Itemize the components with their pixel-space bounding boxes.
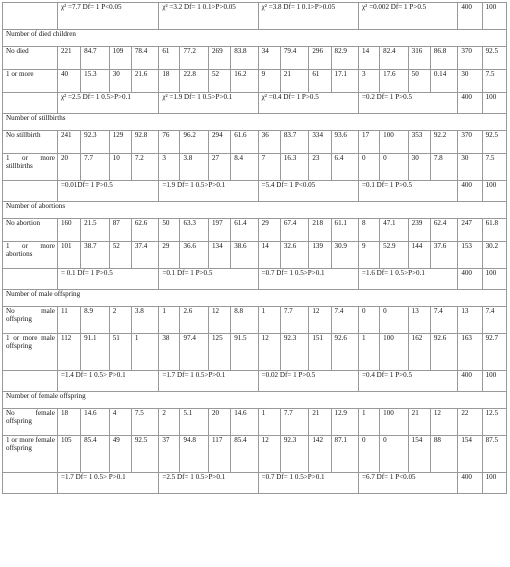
table-cell: 62.4 bbox=[430, 219, 457, 242]
total-cell: 100 bbox=[482, 269, 506, 290]
table-cell: 38.7 bbox=[81, 242, 110, 269]
table-cell: 7.5 bbox=[482, 70, 506, 93]
table-cell: 269 bbox=[209, 47, 231, 70]
chi-square-cell: =0.1 Df= 1 P>0.5 bbox=[159, 269, 258, 290]
table-cell: 353 bbox=[408, 131, 430, 154]
section-title: Number of stillbirths bbox=[3, 114, 507, 131]
table-cell: 52.9 bbox=[380, 242, 409, 269]
table-cell: 7 bbox=[258, 154, 280, 181]
table-cell: 92.3 bbox=[81, 131, 110, 154]
table-cell: 112 bbox=[57, 334, 80, 371]
table-cell: 100 bbox=[380, 131, 409, 154]
table-cell: 91.5 bbox=[231, 334, 258, 371]
table-cell: 247 bbox=[458, 219, 482, 242]
table-cell: 92.2 bbox=[430, 131, 457, 154]
chi-square-row bbox=[3, 473, 507, 494]
table-cell: 0 bbox=[359, 154, 380, 181]
table-cell: 17.6 bbox=[380, 70, 409, 93]
table-cell: 96.2 bbox=[180, 131, 209, 154]
table-cell: 27 bbox=[209, 154, 231, 181]
chi-square-cell: =2.5 Df= 1 0.5>P>0.1 bbox=[159, 473, 258, 494]
table-cell: 9 bbox=[258, 70, 280, 93]
table-cell: 125 bbox=[209, 334, 231, 371]
table-cell: 32.6 bbox=[280, 242, 309, 269]
chi-square-cell: χ² =0.4 Df= 1 P>0.5 bbox=[258, 93, 358, 114]
table-cell: 92.6 bbox=[331, 334, 358, 371]
table-cell: 92.3 bbox=[280, 436, 309, 473]
empty-cell bbox=[3, 181, 58, 202]
table-cell: 87.5 bbox=[482, 436, 506, 473]
table-cell: 153 bbox=[458, 242, 482, 269]
table-cell: 8.4 bbox=[231, 154, 258, 181]
table-cell: 1 bbox=[258, 307, 280, 334]
table-cell: 30 bbox=[458, 70, 482, 93]
table-cell: 294 bbox=[209, 131, 231, 154]
chi-square-row bbox=[3, 269, 507, 290]
table-cell: 0 bbox=[380, 154, 409, 181]
table-cell: 63.3 bbox=[180, 219, 209, 242]
section-header-row bbox=[3, 392, 507, 409]
table-cell: 15.3 bbox=[81, 70, 110, 93]
table-cell: 134 bbox=[209, 242, 231, 269]
table-cell: 3.8 bbox=[131, 307, 158, 334]
table-cell: 21 bbox=[280, 70, 309, 93]
table-cell: 61 bbox=[159, 47, 180, 70]
chi-square-cell: =1.7 Df= 1 0.5>P>0.1 bbox=[159, 371, 258, 392]
table-cell: 37.4 bbox=[131, 242, 158, 269]
table-cell: 11 bbox=[57, 307, 80, 334]
table-row bbox=[3, 334, 507, 371]
table-cell: 49 bbox=[109, 436, 131, 473]
chi-square-cell: χ² =1.9 Df= 1 0.5>P>0.1 bbox=[159, 93, 258, 114]
table-cell: 40 bbox=[57, 70, 80, 93]
table-cell: 1 bbox=[159, 307, 180, 334]
table-cell: 20 bbox=[209, 409, 231, 436]
table-cell: 77.2 bbox=[180, 47, 209, 70]
table-cell: 62.6 bbox=[131, 219, 158, 242]
table-cell: 92.5 bbox=[131, 436, 158, 473]
table-cell: 92.5 bbox=[482, 131, 506, 154]
table-cell: 37.6 bbox=[430, 242, 457, 269]
table-cell: 142 bbox=[309, 436, 331, 473]
table-cell: 0 bbox=[380, 436, 409, 473]
empty-cell bbox=[3, 93, 58, 114]
table-cell: 37 bbox=[159, 436, 180, 473]
table-cell: 47.1 bbox=[380, 219, 409, 242]
table-cell: 12 bbox=[258, 334, 280, 371]
table-cell: 82.4 bbox=[380, 47, 409, 70]
table-cell: 117 bbox=[209, 436, 231, 473]
table-cell: 221 bbox=[57, 47, 80, 70]
total-cell: 400 bbox=[458, 473, 482, 494]
chi-square-cell: =0.01Df= 1 P>0.5 bbox=[57, 181, 158, 202]
table-cell: 13 bbox=[408, 307, 430, 334]
table-cell: 8.8 bbox=[231, 307, 258, 334]
table-cell: 21 bbox=[309, 409, 331, 436]
table-cell: 105 bbox=[57, 436, 80, 473]
section-title: Number of died children bbox=[3, 30, 507, 47]
table-cell: 7.5 bbox=[131, 409, 158, 436]
table-cell: 97.4 bbox=[180, 334, 209, 371]
section-header-row bbox=[3, 30, 507, 47]
table-cell: 36 bbox=[258, 131, 280, 154]
chi-square-cell: =0.4 Df= 1 P>0.5 bbox=[359, 371, 458, 392]
table-row bbox=[3, 154, 507, 181]
chi-square-cell: χ² =2.5 Df= 1 0.5>P>0.1 bbox=[57, 93, 158, 114]
table-cell: 7.2 bbox=[131, 154, 158, 181]
total-cell: 100 bbox=[482, 371, 506, 392]
table-cell: 154 bbox=[408, 436, 430, 473]
table-cell: 52 bbox=[209, 70, 231, 93]
chi-square-cell: χ² =0.002 Df= 1 P>0.5 bbox=[359, 3, 458, 30]
table-cell: 12 bbox=[430, 409, 457, 436]
table-cell: 12.5 bbox=[482, 409, 506, 436]
table-cell: 17 bbox=[359, 131, 380, 154]
table-cell: 7.8 bbox=[430, 154, 457, 181]
table-cell: 12.9 bbox=[331, 409, 358, 436]
offspring-statistics-table bbox=[2, 2, 507, 494]
chi-square-cell: χ² =3.8 Df= 1 0.1>P>0.05 bbox=[258, 3, 358, 30]
table-cell: 92.7 bbox=[482, 334, 506, 371]
table-row bbox=[3, 307, 507, 334]
table-cell: 88 bbox=[430, 436, 457, 473]
chi-square-cell: =0.7 Df= 1 0.5>P>0.1 bbox=[258, 473, 358, 494]
row-label: 1 or more bbox=[3, 70, 58, 93]
table-cell: 82.9 bbox=[331, 47, 358, 70]
total-cell: 100 bbox=[482, 93, 506, 114]
table-cell: 1 bbox=[359, 334, 380, 371]
table-cell: 30 bbox=[109, 70, 131, 93]
table-cell: 51 bbox=[109, 334, 131, 371]
table-cell: 100 bbox=[380, 334, 409, 371]
table-cell: 7.4 bbox=[331, 307, 358, 334]
row-label: 1 or more stillbirths bbox=[3, 154, 58, 181]
table-row bbox=[3, 436, 507, 473]
table-cell: 7.4 bbox=[430, 307, 457, 334]
table-cell: 50 bbox=[408, 70, 430, 93]
table-cell: 10 bbox=[109, 154, 131, 181]
table-cell: 3 bbox=[159, 154, 180, 181]
table-cell: 129 bbox=[109, 131, 131, 154]
chi-square-cell: =1.7 Df= 1 0.5> P>0.1 bbox=[57, 473, 158, 494]
table-cell: 154 bbox=[458, 436, 482, 473]
empty-cell bbox=[3, 371, 58, 392]
table-cell: 370 bbox=[458, 131, 482, 154]
chi-square-cell: =6.7 Df= 1 P<0.05 bbox=[359, 473, 458, 494]
table-cell: 17.1 bbox=[331, 70, 358, 93]
table-cell: 61.6 bbox=[231, 131, 258, 154]
table-row bbox=[3, 70, 507, 93]
table-cell: 50 bbox=[159, 219, 180, 242]
chi-square-row bbox=[3, 181, 507, 202]
table-cell: 12 bbox=[209, 307, 231, 334]
table-cell: 7.7 bbox=[280, 307, 309, 334]
table-cell: 29 bbox=[159, 242, 180, 269]
table-cell: 21.5 bbox=[81, 219, 110, 242]
chi-square-cell: =0.7 Df= 1 0.5>P>0.1 bbox=[258, 269, 358, 290]
table-cell: 7.4 bbox=[482, 307, 506, 334]
table-cell: 20 bbox=[57, 154, 80, 181]
chi-square-cell: =5.4 Df= 1 P<0.05 bbox=[258, 181, 358, 202]
table-cell: 83.8 bbox=[231, 47, 258, 70]
table-cell: 76 bbox=[159, 131, 180, 154]
chi-square-cell: =1.4 Df= 1 0.5> P>0.1 bbox=[57, 371, 158, 392]
table-cell: 1 bbox=[131, 334, 158, 371]
table-cell: 2.6 bbox=[180, 307, 209, 334]
table-row bbox=[3, 131, 507, 154]
table-cell: 83.7 bbox=[280, 131, 309, 154]
total-cell: 400 bbox=[458, 371, 482, 392]
table-cell: 2 bbox=[109, 307, 131, 334]
table-cell: 144 bbox=[408, 242, 430, 269]
table-cell: 92.3 bbox=[280, 334, 309, 371]
table-cell: 93.6 bbox=[331, 131, 358, 154]
table-cell: 6.4 bbox=[331, 154, 358, 181]
table-cell: 16.2 bbox=[231, 70, 258, 93]
table-cell: 316 bbox=[408, 47, 430, 70]
table-cell: 100 bbox=[380, 409, 409, 436]
table-cell: 14.6 bbox=[231, 409, 258, 436]
total-cell: 100 bbox=[482, 181, 506, 202]
chi-square-row bbox=[3, 93, 507, 114]
table-cell: 197 bbox=[209, 219, 231, 242]
table-cell: 0.14 bbox=[430, 70, 457, 93]
section-title: Number of female offspring bbox=[3, 392, 507, 409]
table-cell: 241 bbox=[57, 131, 80, 154]
table-cell: 18 bbox=[159, 70, 180, 93]
table-cell: 61 bbox=[309, 70, 331, 93]
chi-square-cell: χ² =7.7 Df= 1 P<0.05 bbox=[57, 3, 158, 30]
table-cell: 14 bbox=[359, 47, 380, 70]
table-cell: 61.8 bbox=[482, 219, 506, 242]
total-cell: 400 bbox=[458, 3, 482, 30]
table-cell: 78.4 bbox=[131, 47, 158, 70]
table-cell: 30.2 bbox=[482, 242, 506, 269]
table-cell: 13 bbox=[458, 307, 482, 334]
table-cell: 30.9 bbox=[331, 242, 358, 269]
table-cell: 87 bbox=[109, 219, 131, 242]
total-cell: 400 bbox=[458, 181, 482, 202]
table-cell: 38 bbox=[159, 334, 180, 371]
row-label: 1 or more male offspring bbox=[3, 334, 58, 371]
total-cell: 100 bbox=[482, 3, 506, 30]
table-cell: 21.6 bbox=[131, 70, 158, 93]
table-cell: 3 bbox=[359, 70, 380, 93]
total-cell: 400 bbox=[458, 269, 482, 290]
empty-cell bbox=[3, 3, 58, 30]
table-cell: 87.1 bbox=[331, 436, 358, 473]
table-cell: 370 bbox=[458, 47, 482, 70]
table-cell: 30 bbox=[408, 154, 430, 181]
row-label: No male offspring bbox=[3, 307, 58, 334]
table-cell: 85.4 bbox=[81, 436, 110, 473]
table-cell: 218 bbox=[309, 219, 331, 242]
table-cell: 101 bbox=[57, 242, 80, 269]
table-cell: 8.9 bbox=[81, 307, 110, 334]
table-cell: 151 bbox=[309, 334, 331, 371]
table-cell: 86.8 bbox=[430, 47, 457, 70]
table-cell: 7.7 bbox=[280, 409, 309, 436]
chi-square-cell: =0.1 Df= 1 P>0.5 bbox=[359, 181, 458, 202]
table-cell: 139 bbox=[309, 242, 331, 269]
table-cell: 52 bbox=[109, 242, 131, 269]
row-label: No abortion bbox=[3, 219, 58, 242]
chi-square-cell: =0.2 Df= 1 P>0.5 bbox=[359, 93, 458, 114]
chi-square-row bbox=[3, 371, 507, 392]
chi-square-cell: =1.6 Df= 1 0.5>P>0.1 bbox=[359, 269, 458, 290]
table-cell: 163 bbox=[458, 334, 482, 371]
chi-square-cell: =1.9 Df= 1 0.5>P>0.1 bbox=[159, 181, 258, 202]
section-header-row bbox=[3, 114, 507, 131]
chi-square-cell: χ² =3.2 Df= 1 0.1>P>0.05 bbox=[159, 3, 258, 30]
table-row bbox=[3, 219, 507, 242]
table-row bbox=[3, 409, 507, 436]
section-header-row bbox=[3, 290, 507, 307]
section-title: Number of abortions bbox=[3, 202, 507, 219]
table-cell: 84.7 bbox=[81, 47, 110, 70]
table-cell: 334 bbox=[309, 131, 331, 154]
table-cell: 160 bbox=[57, 219, 80, 242]
table-cell: 0 bbox=[359, 436, 380, 473]
table-cell: 12 bbox=[309, 307, 331, 334]
table-cell: 0 bbox=[359, 307, 380, 334]
table-cell: 18 bbox=[57, 409, 80, 436]
row-label: No stillbirth bbox=[3, 131, 58, 154]
chi-square-row bbox=[3, 3, 507, 30]
table-cell: 16.3 bbox=[280, 154, 309, 181]
chi-square-cell: =0.02 Df= 1 P>0.5 bbox=[258, 371, 358, 392]
table-cell: 21 bbox=[408, 409, 430, 436]
table-cell: 92.8 bbox=[131, 131, 158, 154]
row-label: No died bbox=[3, 47, 58, 70]
table-cell: 91.1 bbox=[81, 334, 110, 371]
table-body bbox=[3, 3, 507, 494]
chi-square-cell: = 0.1 Df= 1 P>0.5 bbox=[57, 269, 158, 290]
table-cell: 92.5 bbox=[482, 47, 506, 70]
data-table-container bbox=[2, 2, 507, 494]
table-cell: 5.1 bbox=[180, 409, 209, 436]
table-cell: 7.5 bbox=[482, 154, 506, 181]
table-cell: 94.8 bbox=[180, 436, 209, 473]
table-cell: 8 bbox=[359, 219, 380, 242]
empty-cell bbox=[3, 473, 58, 494]
total-cell: 400 bbox=[458, 93, 482, 114]
table-cell: 61.4 bbox=[231, 219, 258, 242]
table-cell: 1 bbox=[359, 409, 380, 436]
table-row bbox=[3, 242, 507, 269]
table-cell: 29 bbox=[258, 219, 280, 242]
table-cell: 9 bbox=[359, 242, 380, 269]
table-cell: 92.6 bbox=[430, 334, 457, 371]
table-cell: 3.8 bbox=[180, 154, 209, 181]
table-cell: 34 bbox=[258, 47, 280, 70]
table-cell: 109 bbox=[109, 47, 131, 70]
table-cell: 79.4 bbox=[280, 47, 309, 70]
table-cell: 2 bbox=[159, 409, 180, 436]
table-cell: 61.1 bbox=[331, 219, 358, 242]
table-cell: 162 bbox=[408, 334, 430, 371]
table-cell: 239 bbox=[408, 219, 430, 242]
table-cell: 14.6 bbox=[81, 409, 110, 436]
table-cell: 22.8 bbox=[180, 70, 209, 93]
table-cell: 4 bbox=[109, 409, 131, 436]
table-cell: 38.6 bbox=[231, 242, 258, 269]
row-label: No female offspring bbox=[3, 409, 58, 436]
section-header-row bbox=[3, 202, 507, 219]
table-cell: 7.7 bbox=[81, 154, 110, 181]
table-cell: 30 bbox=[458, 154, 482, 181]
table-cell: 22 bbox=[458, 409, 482, 436]
empty-cell bbox=[3, 269, 58, 290]
table-cell: 67.4 bbox=[280, 219, 309, 242]
table-cell: 36.6 bbox=[180, 242, 209, 269]
table-cell: 85.4 bbox=[231, 436, 258, 473]
row-label: 1 or more abortions bbox=[3, 242, 58, 269]
table-cell: 23 bbox=[309, 154, 331, 181]
table-row bbox=[3, 47, 507, 70]
table-cell: 296 bbox=[309, 47, 331, 70]
table-cell: 12 bbox=[258, 436, 280, 473]
table-cell: 0 bbox=[380, 307, 409, 334]
total-cell: 100 bbox=[482, 473, 506, 494]
section-title: Number of male offspring bbox=[3, 290, 507, 307]
table-cell: 1 bbox=[258, 409, 280, 436]
row-label: 1 or more female offspring bbox=[3, 436, 58, 473]
table-cell: 14 bbox=[258, 242, 280, 269]
